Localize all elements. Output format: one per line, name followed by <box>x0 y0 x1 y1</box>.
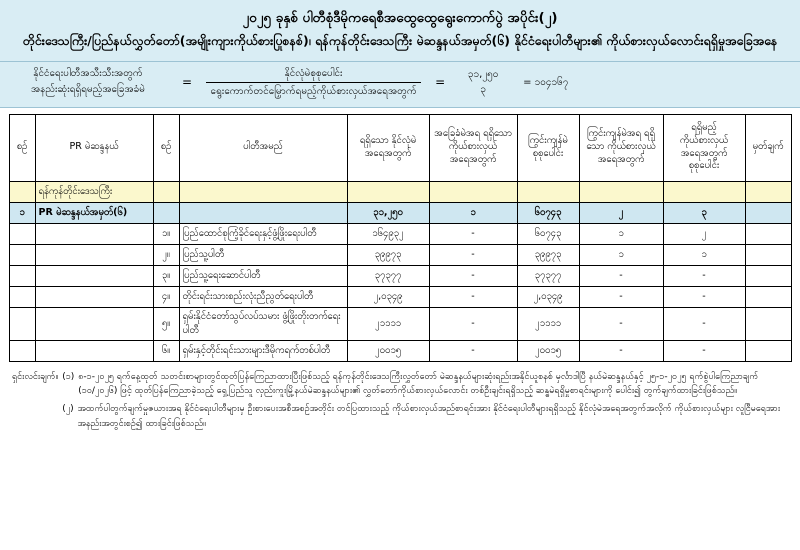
row-base-seats: - <box>429 286 517 307</box>
row-remainder-seats: - <box>579 265 663 286</box>
row-party-name: ရှမ်းနိုင်ငံတော်သွပ်လပ်သမား ဖွံ့ဖြိုးတိုးတက်ရေးပါတီ <box>179 307 347 340</box>
row-blank-b <box>35 223 153 244</box>
table-row <box>9 286 791 307</box>
row-no: ၂။ <box>153 244 179 265</box>
row-votes: ၂၀၀၁၅ <box>347 340 429 361</box>
footnote-item-2 <box>12 402 790 431</box>
formula-left-line1: နိုင်ငံရေးပါတီအသီးသီးအတွက် <box>33 68 143 80</box>
summary-remainder: ၆၀၇၄၃ <box>517 202 579 223</box>
summary-remainder-seats: ၂ <box>579 202 663 223</box>
row-votes: ၂,၀၃၄၉ <box>347 286 429 307</box>
row-remainder: ၂၁၁၁၁ <box>517 307 579 340</box>
col-header-3: ပါတီအမည် <box>179 114 347 181</box>
row-base-seats: - <box>429 265 517 286</box>
footnote-marker-2: (၂) <box>62 404 74 415</box>
formula-result: = ၁၀၄၁၆၇ <box>523 76 569 88</box>
summary-blank-1 <box>153 202 179 223</box>
row-remainder: ၃၇၃၇၇ <box>517 265 579 286</box>
footnote-text-2: အထက်ပါတွက်ချက်မှုဇယားအရ နိုင်ငံရေးပါတီများမှ ဦးစားပေးအစီအစဉ်အတိုင်း တင်ပြထားသည့် ကိုယ်စားလှယ်အည်စာရင်းအား နိုင်ငံရေးပါတီများရရှိသည့် နိုင်လုံမဲအရေအတွက်အလိုက် ကိုယ်စားလှယ်များ လူငြီမရေအားအနည်းအတွင်းစဉ်၍ ထားခြင်းဖြစ်သည်။ <box>77 404 781 429</box>
row-total-seats: - <box>663 340 745 361</box>
table-row-constituency-summary <box>9 202 791 223</box>
row-base-seats: - <box>429 223 517 244</box>
row-remark <box>745 223 791 244</box>
summary-label: PR မဲဆန္ဒနယ်အမှတ်(၆) <box>35 202 153 223</box>
row-party-name: ရှမ်းနှင့်တိုင်းရင်းသားများဒီမိုကရက်တစ်ပါတီ <box>179 340 347 361</box>
col-header-0: စဉ် <box>9 114 35 181</box>
row-blank-a <box>9 307 35 340</box>
formula-fraction-1 <box>206 66 421 99</box>
row-party-name: တိုင်းရင်းသားစည်းလုံးညီညွတ်ရေးပါတီ <box>179 286 347 307</box>
row-party-name: ပြည်ထောင်စုကြံ့ခိုင်ရေးနှင့်ဖွံ့ဖြိုးရေးပါတီ <box>179 223 347 244</box>
summary-total-seats: ၃ <box>663 202 745 223</box>
formula-fraction-2 <box>459 67 507 97</box>
row-blank-a <box>9 244 35 265</box>
row-votes: ၃၉၉၇၃ <box>347 244 429 265</box>
table-row <box>9 244 791 265</box>
formula-fraction2-denominator: ၃ <box>480 84 486 96</box>
region-blank-8 <box>745 181 791 202</box>
table-row <box>9 340 791 361</box>
row-blank-b <box>35 244 153 265</box>
row-remark <box>745 340 791 361</box>
row-base-seats: - <box>429 244 517 265</box>
page-title: ၂၀၂၅ ခုနှစ် ပါတီစုံဒီမိုကရေစီအထွေထွေရွေးကောက်ပွဲ အပိုင်း(၂) <box>242 10 558 26</box>
row-blank-b <box>35 286 153 307</box>
row-total-seats: - <box>663 265 745 286</box>
row-total-seats: ၂ <box>663 223 745 244</box>
region-no <box>9 181 35 202</box>
row-remainder: ၂,၀၃၄၉ <box>517 286 579 307</box>
table-row-region <box>9 181 791 202</box>
row-no: ၃။ <box>153 265 179 286</box>
row-remainder-seats: - <box>579 340 663 361</box>
row-votes: ၃၇၃၇၇ <box>347 265 429 286</box>
region-name: ရန်ကုန်တိုင်းဒေသကြီး <box>35 181 153 202</box>
col-header-4: ရရှိသော နိုင်လုံမဲအရေအတွက် <box>347 114 429 181</box>
row-remark <box>745 265 791 286</box>
row-no: ၁။ <box>153 223 179 244</box>
region-blank-7 <box>663 181 745 202</box>
row-blank-b <box>35 265 153 286</box>
page-subtitle: တိုင်းဒေသကြီး/ပြည်နယ်လွှတ်တော်(အမျိုးကျားကိုယ်စားပြုစနစ်)၊ ရန်ကုန်တိုင်းဒေသကြီး မဲဆန္ဒနယ်အမှတ်(၆) နိုင်ငံရေးပါတီများ၏ ကိုယ်စားလှယ်လောင်းရရှိမှုအခြေအနေ <box>22 33 778 49</box>
col-header-6: ကြွင်းကျန်မဲ စုစုပေါင်း <box>517 114 579 181</box>
row-party-name: ပြည်သူ့ပါတီ <box>179 244 347 265</box>
table-header-row <box>9 114 791 181</box>
row-blank-a <box>9 286 35 307</box>
row-blank-b <box>35 307 153 340</box>
footnote-marker-1: (၁) <box>62 371 75 382</box>
row-remark <box>745 244 791 265</box>
footnotes-heading: ရှင်းလင်းချက်။ <box>12 371 59 382</box>
region-blank-2 <box>179 181 347 202</box>
formula-denominator: ရွေးကောက်တင်မြှောက်ရမည့်ကိုယ်စားလှယ်အရေအတွက် <box>206 82 421 99</box>
region-blank-6 <box>579 181 663 202</box>
results-table <box>9 114 792 362</box>
footnotes <box>12 370 790 432</box>
formula-equals-1: = <box>182 75 193 90</box>
col-header-8: ရရှိမည့် ကိုယ်စားလှယ် အရေအတွက် စုစုပေါင်း <box>663 114 745 181</box>
summary-blank-2 <box>179 202 347 223</box>
region-blank-3 <box>347 181 429 202</box>
formula-left-label <box>8 66 168 98</box>
region-blank-1 <box>153 181 179 202</box>
row-blank-a <box>9 340 35 361</box>
row-remainder: ၃၉၉၇၃ <box>517 244 579 265</box>
col-header-5: အခြေခံမဲအရ ရရှိသော ကိုယ်စားလှယ် အရေအတွက် <box>429 114 517 181</box>
footnote-item-1 <box>12 370 790 399</box>
summary-no: ၁ <box>9 202 35 223</box>
row-remark <box>745 307 791 340</box>
table-row <box>9 223 791 244</box>
region-blank-4 <box>429 181 517 202</box>
region-blank-5 <box>517 181 579 202</box>
table-row <box>9 307 791 340</box>
row-no: ၅။ <box>153 307 179 340</box>
formula-fraction2-numerator: ၃၁,၂၅၀ <box>467 69 499 81</box>
row-total-seats: - <box>663 307 745 340</box>
row-blank-a <box>9 265 35 286</box>
row-party-name: ပြည်သူ့ရေးဆောင်ပါတီ <box>179 265 347 286</box>
row-remark <box>745 286 791 307</box>
row-blank-b <box>35 340 153 361</box>
summary-base-seats: ၁ <box>429 202 517 223</box>
row-no: ၄။ <box>153 286 179 307</box>
table-row <box>9 265 791 286</box>
col-header-7: ကြွင်းကျန်မဲအရ ရရှိသော ကိုယ်စားလှယ် အရေအတွက် <box>579 114 663 181</box>
formula-equals-2: = <box>435 75 446 90</box>
row-remainder-seats: - <box>579 307 663 340</box>
summary-votes: ၃၁,၂၅၀ <box>347 202 429 223</box>
row-remainder: ၂၀၀၁၅ <box>517 340 579 361</box>
row-remainder: ၆၀၇၄၃ <box>517 223 579 244</box>
row-blank-a <box>9 223 35 244</box>
footnote-text-1: ၈-၁-၂၀၂၅ ရက်နေ့ထုတ် သတင်းစာများတွင်ထုတ်ပြန်ကြေညာထားပြီးဖြစ်သည့် ရန်ကုန်တိုင်းဒေသကြီးလွှတ်တော် မဲဆန္ဒနယ်များဆုံးရည်းအနိုင်ယူစနစ် မှင်္လာဒါပြီ နယ်မဲဆန္ဒနယ်နှင့် ၂၅-၁-၂၀၂၅ ရက်စွဲပါကြေညာချက် (၁၀/၂၀၂၆) ဖြင့် ထုတ်ပြန်ကြေညာခဲ့သည့် ရှေ့ပြည်သူ လှည်းကူးမြို့နယ်မဲဆန္ဒနယ်များ၏ လွှတ်တော်ကိုယ်စားလှယ်လောင်း တစ်ဦးချင်းရရှိသည့် ဆန္ဓမဲရရှိမှုစာရင်းများကို ပေါင်း၍ တွက်ချက်ထားခြင်းဖြစ်သည်။ <box>78 371 759 397</box>
row-votes: ၂၁၁၁၁ <box>347 307 429 340</box>
row-total-seats: - <box>663 286 745 307</box>
table-body <box>9 181 791 361</box>
row-no: ၆။ <box>153 340 179 361</box>
formula-left-line2: အနည်းဆုံးရရှိရမည့်အခြေအခံမဲ <box>30 84 145 96</box>
document-header <box>0 0 800 62</box>
row-remainder-seats: ၁ <box>579 223 663 244</box>
formula-numerator: နိုင်လုံမဲစုစုပေါင်း <box>284 67 343 79</box>
col-header-1: PR မဲဆန္ဒနယ် <box>35 114 153 181</box>
row-remainder-seats: ၁ <box>579 244 663 265</box>
col-header-9: မှတ်ချက် <box>745 114 791 181</box>
row-remainder-seats: - <box>579 286 663 307</box>
row-base-seats: - <box>429 340 517 361</box>
row-votes: ၁၆၄၉၃၂ <box>347 223 429 244</box>
row-total-seats: ၁ <box>663 244 745 265</box>
summary-remark <box>745 202 791 223</box>
row-base-seats: - <box>429 307 517 340</box>
col-header-2: စဉ် <box>153 114 179 181</box>
formula-block <box>0 62 800 108</box>
